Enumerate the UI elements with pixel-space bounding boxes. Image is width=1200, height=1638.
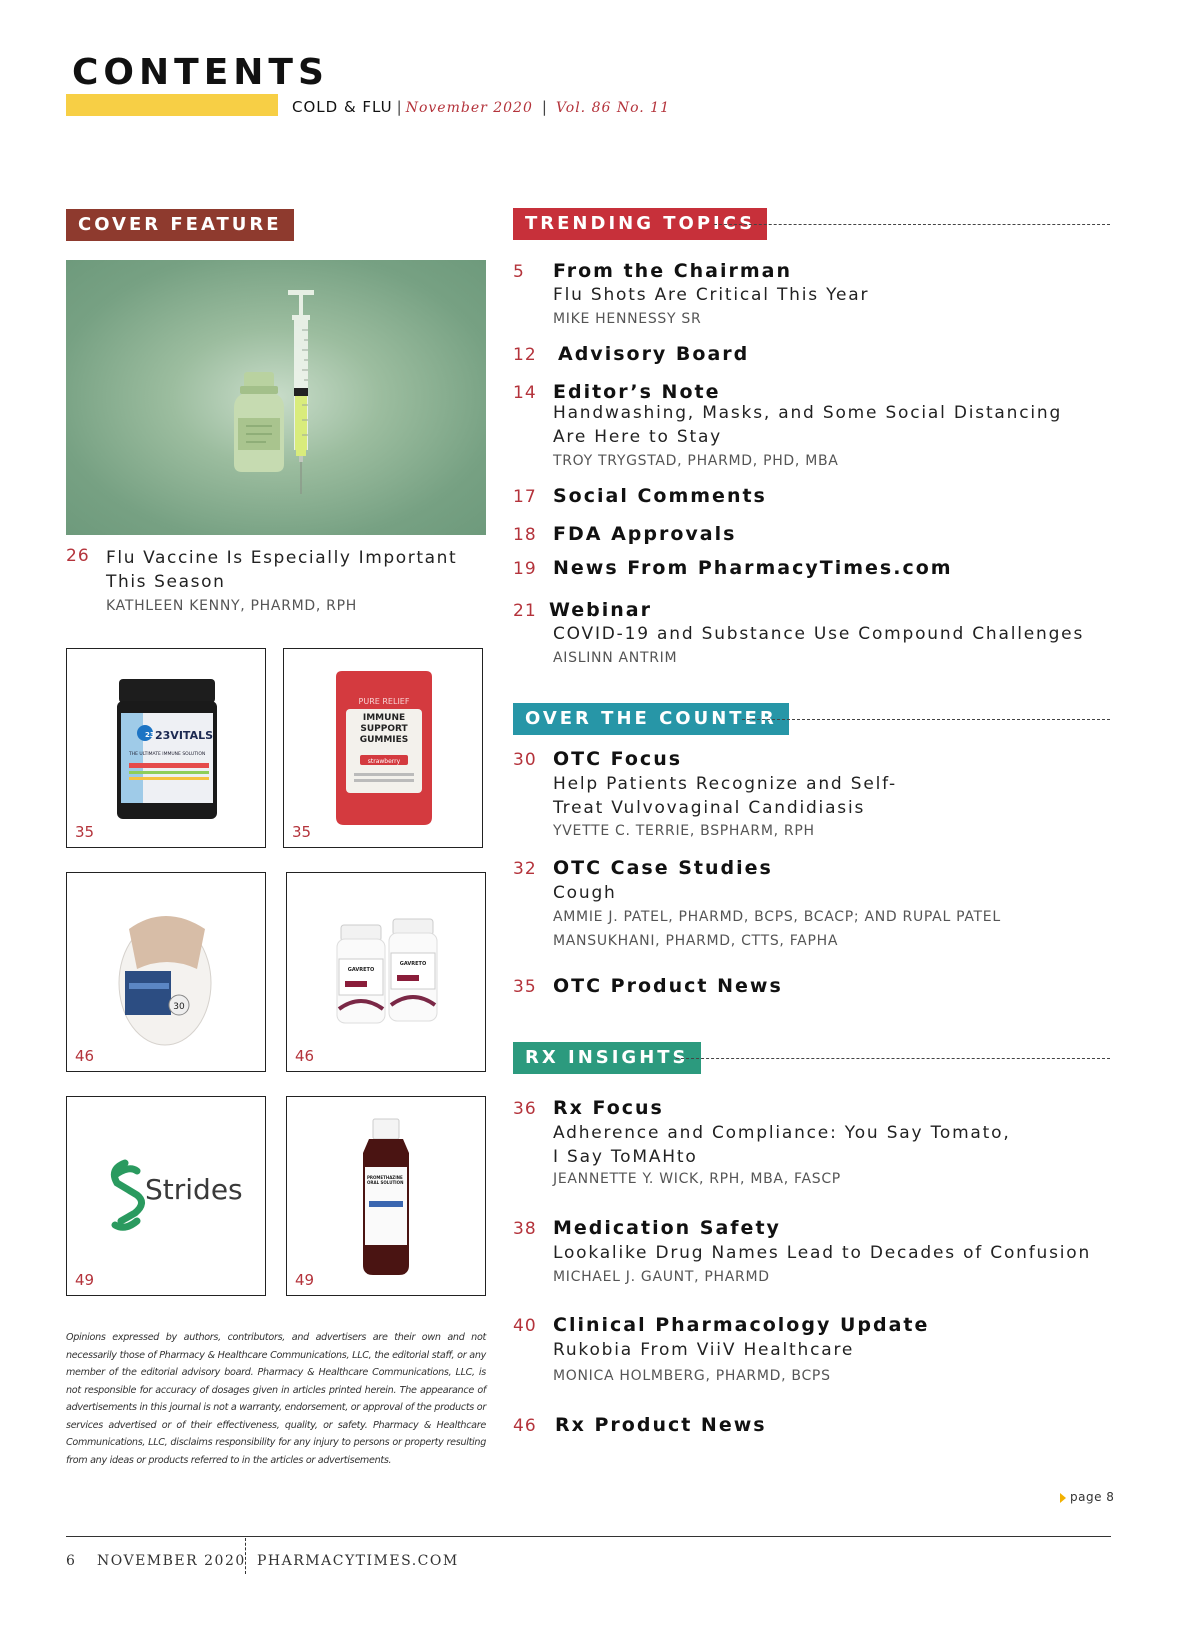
footer-date: NOVEMBER 2020 (97, 1553, 246, 1569)
cover-article-page: 26 (66, 546, 90, 566)
entry-subtitle: Rukobia From ViiV Healthcare (553, 1340, 855, 1360)
footer-rule (66, 1536, 1111, 1537)
cover-article-title: Flu Vaccine Is Especially Important This Season (106, 548, 458, 592)
entry-page-number: 35 (513, 977, 537, 997)
entry-title: OTC Focus (553, 748, 683, 770)
entry-subtitle: Handwashing, Masks, and Some Social Distancing Are Here to Stay (553, 403, 1063, 447)
thumb-promethazine-label: PROMETHAZINE ORAL SOLUTION (367, 1175, 404, 1185)
thumb-gavreto[interactable] (286, 872, 486, 1072)
toc-entry-rx-product-news[interactable] (513, 1414, 1113, 1440)
entry-page-number: 36 (513, 1099, 537, 1119)
thumb-page-number: 35 (292, 823, 312, 841)
cover-feature-tag: COVER FEATURE (66, 209, 294, 241)
thumb-gummies-flavor: strawberry (367, 758, 401, 765)
strides-wordmark: Strides (145, 1173, 243, 1206)
thumb-gummies-label: IMMUNE SUPPORT GUMMIES (359, 713, 409, 745)
section-divider (742, 719, 1110, 720)
entry-subtitle: COVID-19 and Substance Use Compound Challenges (553, 624, 1085, 644)
toc-entry-medication-safety[interactable] (513, 1217, 1113, 1289)
entry-author: MONICA HOLMBERG, PHARMD, BCPS (553, 1368, 831, 1384)
entry-title: News From PharmacyTimes.com (553, 557, 953, 579)
entry-author: TROY TRYGSTAD, PHARMD, PHD, MBA (553, 453, 839, 469)
issue-info: COLD & FLU | November 2020 | Vol. 86 No. 11 (292, 98, 670, 116)
thumb-page-number: 46 (295, 1047, 315, 1065)
continued-page-link[interactable] (1060, 1490, 1114, 1504)
entry-page-number: 19 (513, 559, 537, 579)
supplement-jar-image (67, 649, 266, 848)
entry-page-number: 18 (513, 525, 537, 545)
entry-page-number: 40 (513, 1316, 537, 1336)
entry-author: AISLINN ANTRIM (553, 650, 678, 666)
toc-entry-fda-approvals[interactable] (513, 523, 1113, 549)
toc-entry-otc-focus[interactable] (513, 748, 1113, 844)
entry-title: Advisory Board (558, 343, 750, 365)
page-title: CONTENTS (72, 52, 329, 93)
entry-page-number: 46 (513, 1416, 537, 1436)
entry-author: YVETTE C. TERRIE, BSPHARM, RPH (553, 823, 815, 839)
entry-page-number: 12 (513, 345, 537, 365)
thumb-gavreto-label-right: GAVRETO (399, 961, 427, 967)
thumb-23vitals[interactable] (66, 648, 266, 848)
entry-title: OTC Case Studies (553, 857, 773, 879)
continued-label: page 8 (1070, 1490, 1115, 1504)
entry-page-number: 38 (513, 1219, 537, 1239)
footer-separator (245, 1538, 246, 1574)
issue-volume: Vol. 86 No. 11 (555, 100, 670, 116)
thumb-inhaler-count: 30 (173, 1002, 185, 1012)
thumb-gummies-brand: PURE RELIEF (358, 697, 410, 706)
thumb-23vitals-logo-text: 23VITALS (155, 729, 214, 742)
gavreto-bottles-image (287, 873, 486, 1072)
toc-entry-clinical-pharmacology-update[interactable] (513, 1314, 1113, 1386)
over-the-counter-tag: OVER THE COUNTER (513, 703, 789, 735)
thumb-23vitals-tagline: THE ULTIMATE IMMUNE SOLUTION (129, 752, 206, 757)
thumb-page-number: 49 (75, 1271, 95, 1289)
strides-logo-image (67, 1097, 266, 1296)
entry-title: Rx Focus (553, 1097, 664, 1119)
trending-topics-tag: TRENDING TOPICS (513, 208, 767, 240)
entry-page-number: 21 (513, 601, 537, 621)
entry-title: FDA Approvals (553, 523, 737, 545)
thumb-page-number: 49 (295, 1271, 315, 1289)
toc-entry-news-pharmacytimes[interactable] (513, 557, 1113, 583)
entry-subtitle: Flu Shots Are Critical This Year (553, 285, 870, 305)
entry-page-number: 32 (513, 859, 537, 879)
arrow-right-icon (1060, 1493, 1066, 1503)
toc-entry-social-comments[interactable] (513, 485, 1113, 511)
toc-entry-advisory-board[interactable] (513, 343, 1113, 369)
entry-title: Medication Safety (553, 1217, 781, 1239)
entry-title: Clinical Pharmacology Update (553, 1314, 930, 1336)
entry-title: Rx Product News (555, 1414, 767, 1436)
entry-subtitle: Cough (553, 883, 617, 903)
entry-author: MICHAEL J. GAUNT, PHARMD (553, 1269, 770, 1285)
syringe-vial-illustration (66, 260, 486, 535)
entry-subtitle: Adherence and Compliance: You Say Tomato, I Say ToMAHto (553, 1123, 1011, 1167)
title-underline-bar (66, 94, 278, 116)
entry-title: Webinar (549, 599, 652, 621)
toc-entry-rx-focus[interactable] (513, 1097, 1113, 1193)
entry-title: From the Chairman (553, 260, 793, 282)
issue-date: November 2020 (405, 100, 533, 116)
toc-entry-webinar[interactable] (513, 599, 1113, 671)
thumb-inhaler[interactable] (66, 872, 266, 1072)
entry-author: AMMIE J. PATEL, PHARMD, BCPS, BCACP; AND RUPAL PATEL MANSUKHANI, PHARMD, CTTS, FAPHA (553, 909, 1001, 949)
toc-entry-from-the-chairman[interactable] (513, 260, 1113, 332)
thumb-gavreto-label-left: GAVRETO (347, 967, 375, 973)
entry-author: JEANNETTE Y. WICK, RPH, MBA, FASCP (553, 1171, 841, 1187)
thumb-strides[interactable] (66, 1096, 266, 1296)
thumb-page-number: 46 (75, 1047, 95, 1065)
entry-author: MIKE HENNESSY SR (553, 311, 702, 327)
gummies-pouch-image (284, 649, 483, 848)
entry-page-number: 17 (513, 487, 537, 507)
section-divider (676, 1058, 1110, 1059)
cover-image[interactable] (66, 260, 486, 535)
entry-title: Social Comments (553, 485, 767, 507)
entry-page-number: 14 (513, 383, 537, 403)
entry-page-number: 5 (513, 262, 525, 282)
toc-entry-otc-product-news[interactable] (513, 975, 1113, 1001)
svg-text:23: 23 (145, 731, 155, 739)
footer-site-link[interactable]: PHARMACYTIMES.COM (257, 1553, 459, 1569)
thumb-promethazine[interactable] (286, 1096, 486, 1296)
section-divider (714, 224, 1110, 225)
entry-page-number: 30 (513, 750, 537, 770)
entry-subtitle: Lookalike Drug Names Lead to Decades of Confusion (553, 1243, 1092, 1263)
footer-page-number: 6 (66, 1553, 77, 1569)
toc-entry-otc-case-studies[interactable] (513, 857, 1113, 953)
inhaler-device-image (67, 873, 266, 1072)
entry-title: OTC Product News (553, 975, 783, 997)
rx-insights-tag: RX INSIGHTS (513, 1042, 701, 1074)
oral-solution-bottle-image (287, 1097, 486, 1296)
toc-entry-editors-note[interactable] (513, 381, 1113, 477)
thumb-page-number: 35 (75, 823, 95, 841)
cover-article-author: KATHLEEN KENNY, PHARMD, RPH (106, 598, 357, 614)
thumb-immune-gummies[interactable] (283, 648, 483, 848)
disclaimer-text: Opinions expressed by authors, contributors, and advertisers are their own and not necessarily those of Pharmacy & Healthcare Communications, LLC, the editorial staff, or any member of the editorial advisory board. Pharmacy & Healthcare Communications, LLC, is not responsible for accuracy of dosages given in articles printed herein. The appearance of advertisements in this journal is not a warranty, endorsement, or approval of the products or services advertised or of their effectiveness, quality, or safety. Pharmacy & Healthcare Communications, LLC, disclaims responsibility for any injury to persons or property resulting from any ideas or products referred to in the articles or advertisements. (66, 1332, 486, 1466)
entry-subtitle: Help Patients Recognize and Self-Treat Vulvovaginal Candidiasis (553, 774, 897, 818)
issue-topic: COLD & FLU (292, 98, 393, 116)
entry-title: Editor’s Note (553, 381, 721, 403)
